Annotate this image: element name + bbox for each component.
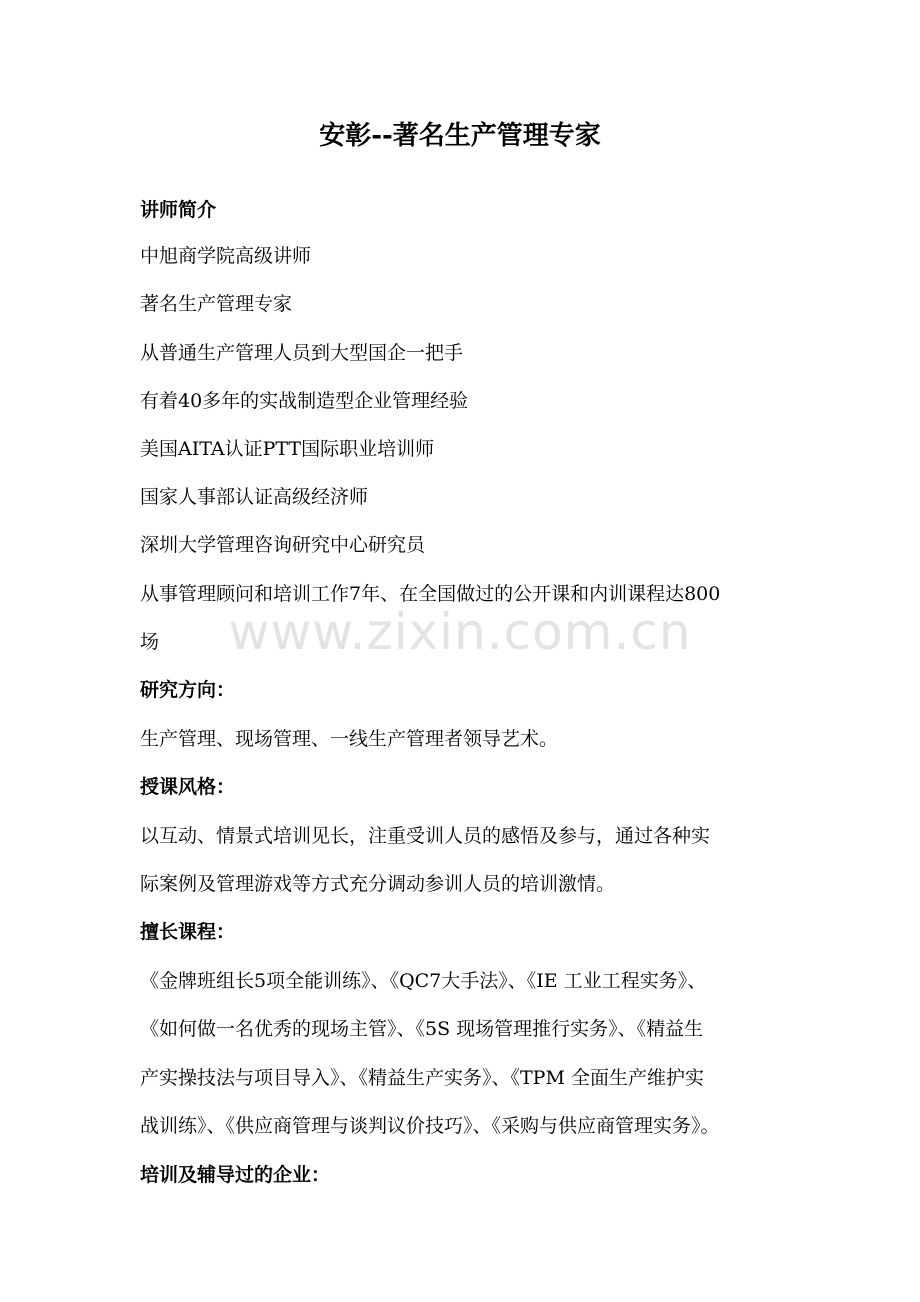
research-line: 生产管理、现场管理、一线生产管理者领导艺术。 bbox=[140, 728, 559, 750]
courses-line: 《如何做一名优秀的现场主管》、《5S 现场管理推行实务》、《精益生 bbox=[140, 1018, 704, 1040]
intro-line: 从普通生产管理人员到大型国企一把手 bbox=[140, 342, 464, 364]
intro-line: 场 bbox=[140, 631, 160, 653]
courses-line: 《金牌班组长5项全能训练》、《QC7大手法》、《IE 工业工程实务》、 bbox=[140, 970, 707, 992]
intro-line: 国家人事部认证高级经济师 bbox=[140, 486, 369, 508]
courses-line: 产实操技法与项目导入》、《精益生产实务》、《TPM 全面生产维护实 bbox=[140, 1067, 704, 1089]
style-line: 以互动、情景式培训见长，注重受训人员的感悟及参与，通过各种实 bbox=[140, 825, 711, 847]
intro-line: 有着40多年的实战制造型企业管理经验 bbox=[140, 390, 469, 412]
section-heading-clients: 培训及辅导过的企业： bbox=[140, 1164, 331, 1186]
style-line: 际案例及管理游戏等方式充分调动参训人员的培训激情。 bbox=[140, 873, 616, 895]
intro-line: 从事管理顾问和培训工作7年、在全国做过的公开课和内训课程达800 bbox=[140, 583, 721, 605]
document-title: 安彰--著名生产管理专家 bbox=[319, 121, 601, 151]
intro-line: 美国AITA认证PTT国际职业培训师 bbox=[140, 438, 435, 460]
section-heading-research: 研究方向： bbox=[140, 679, 236, 701]
intro-line: 著名生产管理专家 bbox=[140, 293, 293, 315]
section-heading-style: 授课风格： bbox=[140, 776, 236, 798]
section-heading-courses: 擅长课程： bbox=[140, 921, 236, 943]
intro-line: 中旭商学院高级讲师 bbox=[140, 245, 312, 267]
watermark-text: www.zixin.com.cn bbox=[228, 603, 692, 661]
courses-line: 战训练》、《供应商管理与谈判议价技巧》、《采购与供应商管理实务》。 bbox=[140, 1115, 720, 1137]
intro-line: 深圳大学管理咨询研究中心研究员 bbox=[140, 534, 426, 556]
section-heading-intro: 讲师简介 bbox=[140, 199, 217, 221]
